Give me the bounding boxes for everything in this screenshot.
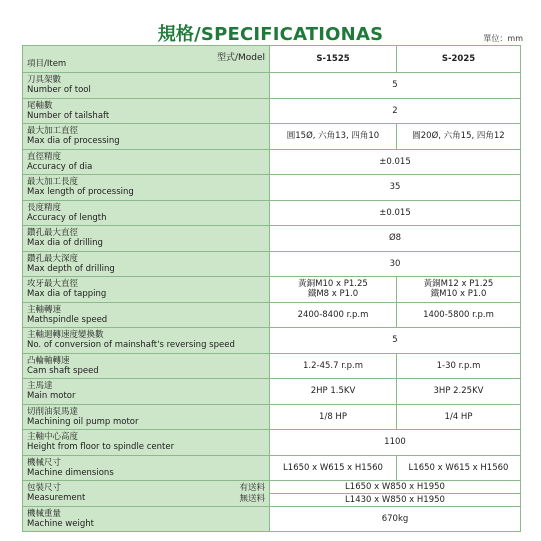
spec-value: 35 bbox=[270, 175, 521, 201]
spec-label bbox=[23, 149, 270, 175]
spec-label-en: Machine weight bbox=[27, 518, 94, 529]
spec-label-zh: 主軸迴轉速度變換數 bbox=[27, 330, 104, 341]
spec-label-en: Accuracy of dia bbox=[27, 161, 93, 172]
spec-row bbox=[23, 200, 521, 226]
spec-row bbox=[23, 302, 521, 328]
spec-value: L1650 x W615 x H1560 bbox=[397, 455, 521, 481]
spec-label bbox=[23, 481, 270, 507]
item-header-label: 項目/Item bbox=[27, 59, 67, 69]
spec-row bbox=[23, 98, 521, 124]
measurement-without-feeder: L1430 x W850 x H1950 bbox=[345, 494, 445, 505]
spec-label-zh: 最大加工長度 bbox=[27, 177, 79, 188]
spec-row bbox=[23, 73, 521, 99]
spec-label-en: Max dia of drilling bbox=[27, 238, 103, 249]
table-header-row bbox=[23, 46, 521, 73]
spec-value: Ø8 bbox=[270, 226, 521, 252]
spec-label-en: Height from floor to spindle center bbox=[27, 442, 175, 453]
spec-row bbox=[23, 251, 521, 277]
spec-row bbox=[23, 430, 521, 456]
spec-value: 1.2-45.7 r.p.m bbox=[270, 353, 397, 379]
spec-value bbox=[270, 277, 397, 303]
tapping-brass: 黃銅M12 x P1.25 bbox=[423, 279, 494, 290]
spec-label-en: Max length of processing bbox=[27, 187, 134, 198]
spec-value: 3HP 2.25KV bbox=[397, 379, 521, 405]
spec-row bbox=[23, 124, 521, 150]
spec-row bbox=[23, 404, 521, 430]
spec-label bbox=[23, 506, 270, 532]
spec-label bbox=[23, 175, 270, 201]
spec-row bbox=[23, 175, 521, 201]
spec-value: 1400-5800 r.p.m bbox=[397, 302, 521, 328]
spec-value: 2HP 1.5KV bbox=[270, 379, 397, 405]
tapping-iron: 鐵M8 x P1.0 bbox=[307, 289, 359, 300]
spec-label-zh: 凸輪軸轉速 bbox=[27, 355, 70, 366]
spec-row bbox=[23, 481, 521, 507]
page-title: 規格/SPECIFICATIONAS bbox=[157, 24, 384, 45]
spec-value: 670kg bbox=[270, 506, 521, 532]
measurement-with-feeder: L1650 x W850 x H1950 bbox=[270, 481, 520, 494]
spec-value bbox=[397, 277, 521, 303]
spec-value: 圓20Ø, 六角15, 四角12 bbox=[397, 124, 521, 150]
spec-row bbox=[23, 149, 521, 175]
spec-label bbox=[23, 226, 270, 252]
header-label-cell bbox=[23, 46, 270, 73]
spec-value: ±0.015 bbox=[270, 149, 521, 175]
spec-row bbox=[23, 226, 521, 252]
spec-label-zh: 主馬達 bbox=[27, 381, 53, 392]
spec-label-zh: 鑽孔最大直徑 bbox=[27, 228, 79, 239]
spec-label-zh: 鑽孔最大深度 bbox=[27, 253, 79, 264]
spec-row bbox=[23, 353, 521, 379]
spec-label bbox=[23, 251, 270, 277]
spec-row bbox=[23, 277, 521, 303]
spec-label-en: Max dia of tapping bbox=[27, 289, 107, 300]
tapping-iron: 鐵M10 x P1.0 bbox=[430, 289, 487, 300]
tapping-brass: 黃銅M10 x P1.25 bbox=[298, 279, 368, 290]
spec-label-zh: 切削油泵馬達 bbox=[27, 406, 79, 417]
spec-row bbox=[23, 379, 521, 405]
spec-label bbox=[23, 124, 270, 150]
spec-value: 30 bbox=[270, 251, 521, 277]
spec-label-zh: 最大加工直徑 bbox=[27, 126, 79, 137]
spec-row bbox=[23, 328, 521, 354]
spec-label-en: Cam shaft speed bbox=[27, 365, 99, 376]
spec-label-en: Max depth of drilling bbox=[27, 263, 115, 274]
spec-label bbox=[23, 353, 270, 379]
spec-label-en: Mathspindle speed bbox=[27, 314, 108, 325]
spec-value: 圓15Ø, 六角13, 四角10 bbox=[270, 124, 397, 150]
spec-label-zh: 直徑精度 bbox=[27, 151, 62, 162]
spec-label-zh: 攻牙最大直徑 bbox=[27, 279, 79, 290]
spec-label-en: No. of conversion of mainshaft's reversing speed bbox=[27, 340, 235, 351]
spec-value: L1650 x W615 x H1560 bbox=[270, 455, 397, 481]
spec-label-en: Accuracy of length bbox=[27, 212, 107, 223]
spec-value: ±0.015 bbox=[270, 200, 521, 226]
spec-label bbox=[23, 328, 270, 354]
spec-label bbox=[23, 200, 270, 226]
spec-label bbox=[23, 430, 270, 456]
spec-label bbox=[23, 98, 270, 124]
model-s2025: S-2025 bbox=[397, 46, 521, 73]
spec-label-zh: 主軸轉速 bbox=[27, 304, 62, 315]
model-header-label: 型式/Model bbox=[216, 53, 265, 63]
spec-value: 1/8 HP bbox=[270, 404, 397, 430]
spec-row bbox=[23, 455, 521, 481]
spec-label bbox=[23, 404, 270, 430]
spec-row bbox=[23, 506, 521, 532]
spec-label-en: Measurement bbox=[27, 493, 86, 504]
spec-table bbox=[22, 45, 521, 532]
spec-value: 2 bbox=[270, 98, 521, 124]
spec-label-zh: 機械重量 bbox=[27, 508, 62, 519]
spec-label-zh: 主軸中心高度 bbox=[27, 432, 79, 443]
spec-label-en: Machine dimensions bbox=[27, 467, 114, 478]
spec-label bbox=[23, 455, 270, 481]
spec-label bbox=[23, 73, 270, 99]
spec-label bbox=[23, 277, 270, 303]
unit-label: 單位：mm bbox=[483, 34, 523, 43]
spec-label-zh: 包裝尺寸 bbox=[27, 483, 62, 494]
spec-label-zh: 機械尺寸 bbox=[27, 457, 62, 468]
with-feeder-note: 有送料 bbox=[239, 483, 265, 493]
spec-label-en: Number of tool bbox=[27, 85, 91, 96]
spec-label-zh: 尾軸數 bbox=[27, 100, 53, 111]
spec-label-en: Machining oil pump motor bbox=[27, 416, 139, 427]
spec-value: 2400-8400 r.p.m bbox=[270, 302, 397, 328]
spec-value: 1100 bbox=[270, 430, 521, 456]
without-feeder-note: 無送料 bbox=[239, 494, 265, 504]
spec-label bbox=[23, 379, 270, 405]
spec-value: 1-30 r.p.m bbox=[397, 353, 521, 379]
spec-value: 5 bbox=[270, 73, 521, 99]
spec-label-zh: 刀具架數 bbox=[27, 75, 62, 86]
spec-value: 5 bbox=[270, 328, 521, 354]
spec-label bbox=[23, 302, 270, 328]
spec-label-en: Number of tailshaft bbox=[27, 110, 110, 121]
model-s1525: S-1525 bbox=[270, 46, 397, 73]
spec-label-en: Max dia of processing bbox=[27, 136, 120, 147]
spec-label-en: Main motor bbox=[27, 391, 76, 402]
spec-value bbox=[270, 481, 521, 507]
spec-value: 1/4 HP bbox=[397, 404, 521, 430]
spec-label-zh: 長度精度 bbox=[27, 202, 62, 213]
